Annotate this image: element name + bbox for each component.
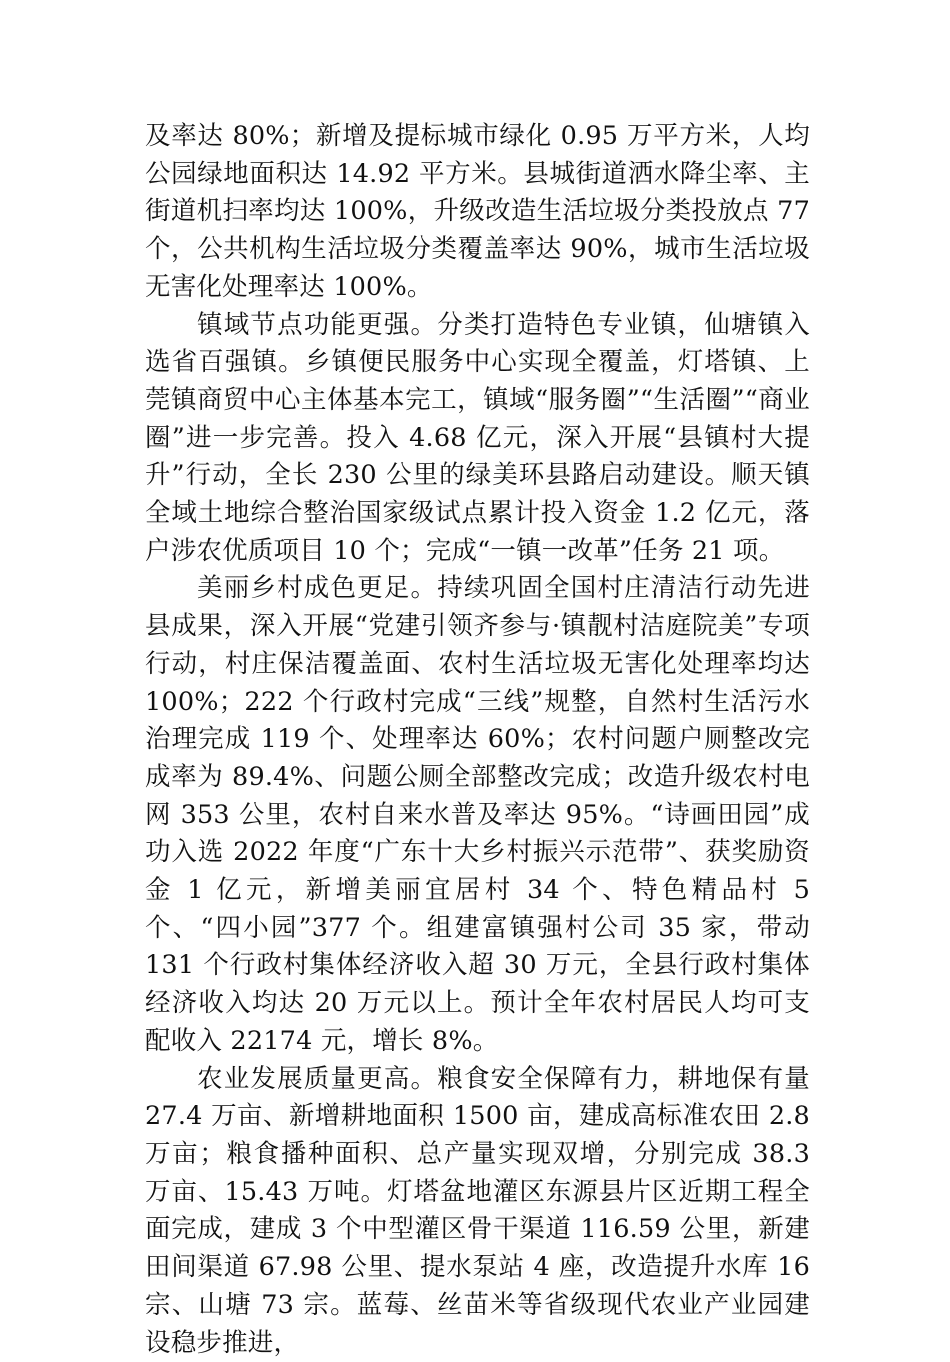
paragraph-urban-greening: 及率达 80%；新增及提标城市绿化 0.95 万平方米，人均公园绿地面积达 14.92 平方米。县城街道洒水降尘率、主街道机扫率均达 100%，升级改造生活垃圾分类投放点 77 个，公共机构生活垃圾分类覆盖率达 90%，城市生活垃圾无害化处理率达 100%。: [145, 121, 810, 302]
paragraph-agriculture-quality: 农业发展质量更高。粮食安全保障有力，耕地保有量 27.4 万亩、新增耕地面积 1500 亩，建成高标准农田 2.8 万亩；粮食播种面积、总产量实现双增，分别完成 38.3 万亩、15.43 万吨。灯塔盆地灌区东源县片区近期工程全面完成，建成 3 个中型灌区骨干渠道 116.59 公里，新建田间渠道 67.98 公里、提水泵站 4 座，改造提升水库 16 宗、山塘 73 宗。蓝莓、丝苗米等省级现代农业产业园建设稳步推进，: [145, 1063, 810, 1358]
paragraph-town-nodes: 镇域节点功能更强。分类打造特色专业镇，仙塘镇入选省百强镇。乡镇便民服务中心实现全覆盖，灯塔镇、上莞镇商贸中心主体基本完工，镇域“服务圈”“生活圈”“商业圈”进一步完善。投入 4.68 亿元，深入开展“县镇村大提升”行动，全长 230 公里的绿美环县路启动建设。顺天镇全域土地综合整治国家级试点累计投入资金 1.2 亿元，落户涉农优质项目 10 个；完成“一镇一改革”任务 21 项。: [145, 309, 810, 566]
paragraph-beautiful-villages: 美丽乡村成色更足。持续巩固全国村庄清洁行动先进县成果，深入开展“党建引领齐参与·镇靓村洁庭院美”专项行动，村庄保洁覆盖面、农村生活垃圾无害化处理率均达 100%；222 个行政村完成“三线”规整，自然村生活污水治理完成 119 个、处理率达 60%；农村问题户厕整改完成率为 89.4%、问题公厕全部整改完成；改造升级农村电网 353 公里，农村自来水普及率达 95%。“诗画田园”成功入选 2022 年度“广东十大乡村振兴示范带”、获奖励资金 1 亿元，新增美丽宜居村 34 个、特色精品村 5 个、“四小园”377 个。组建富镇强村公司 35 家，带动 131 个行政村集体经济收入超 30 万元，全县行政村集体经济收入均达 20 万元以上。预计全年农村居民人均可支配收入 22174 元，增长 8%。: [145, 573, 810, 1056]
document-body: [145, 118, 810, 1362]
